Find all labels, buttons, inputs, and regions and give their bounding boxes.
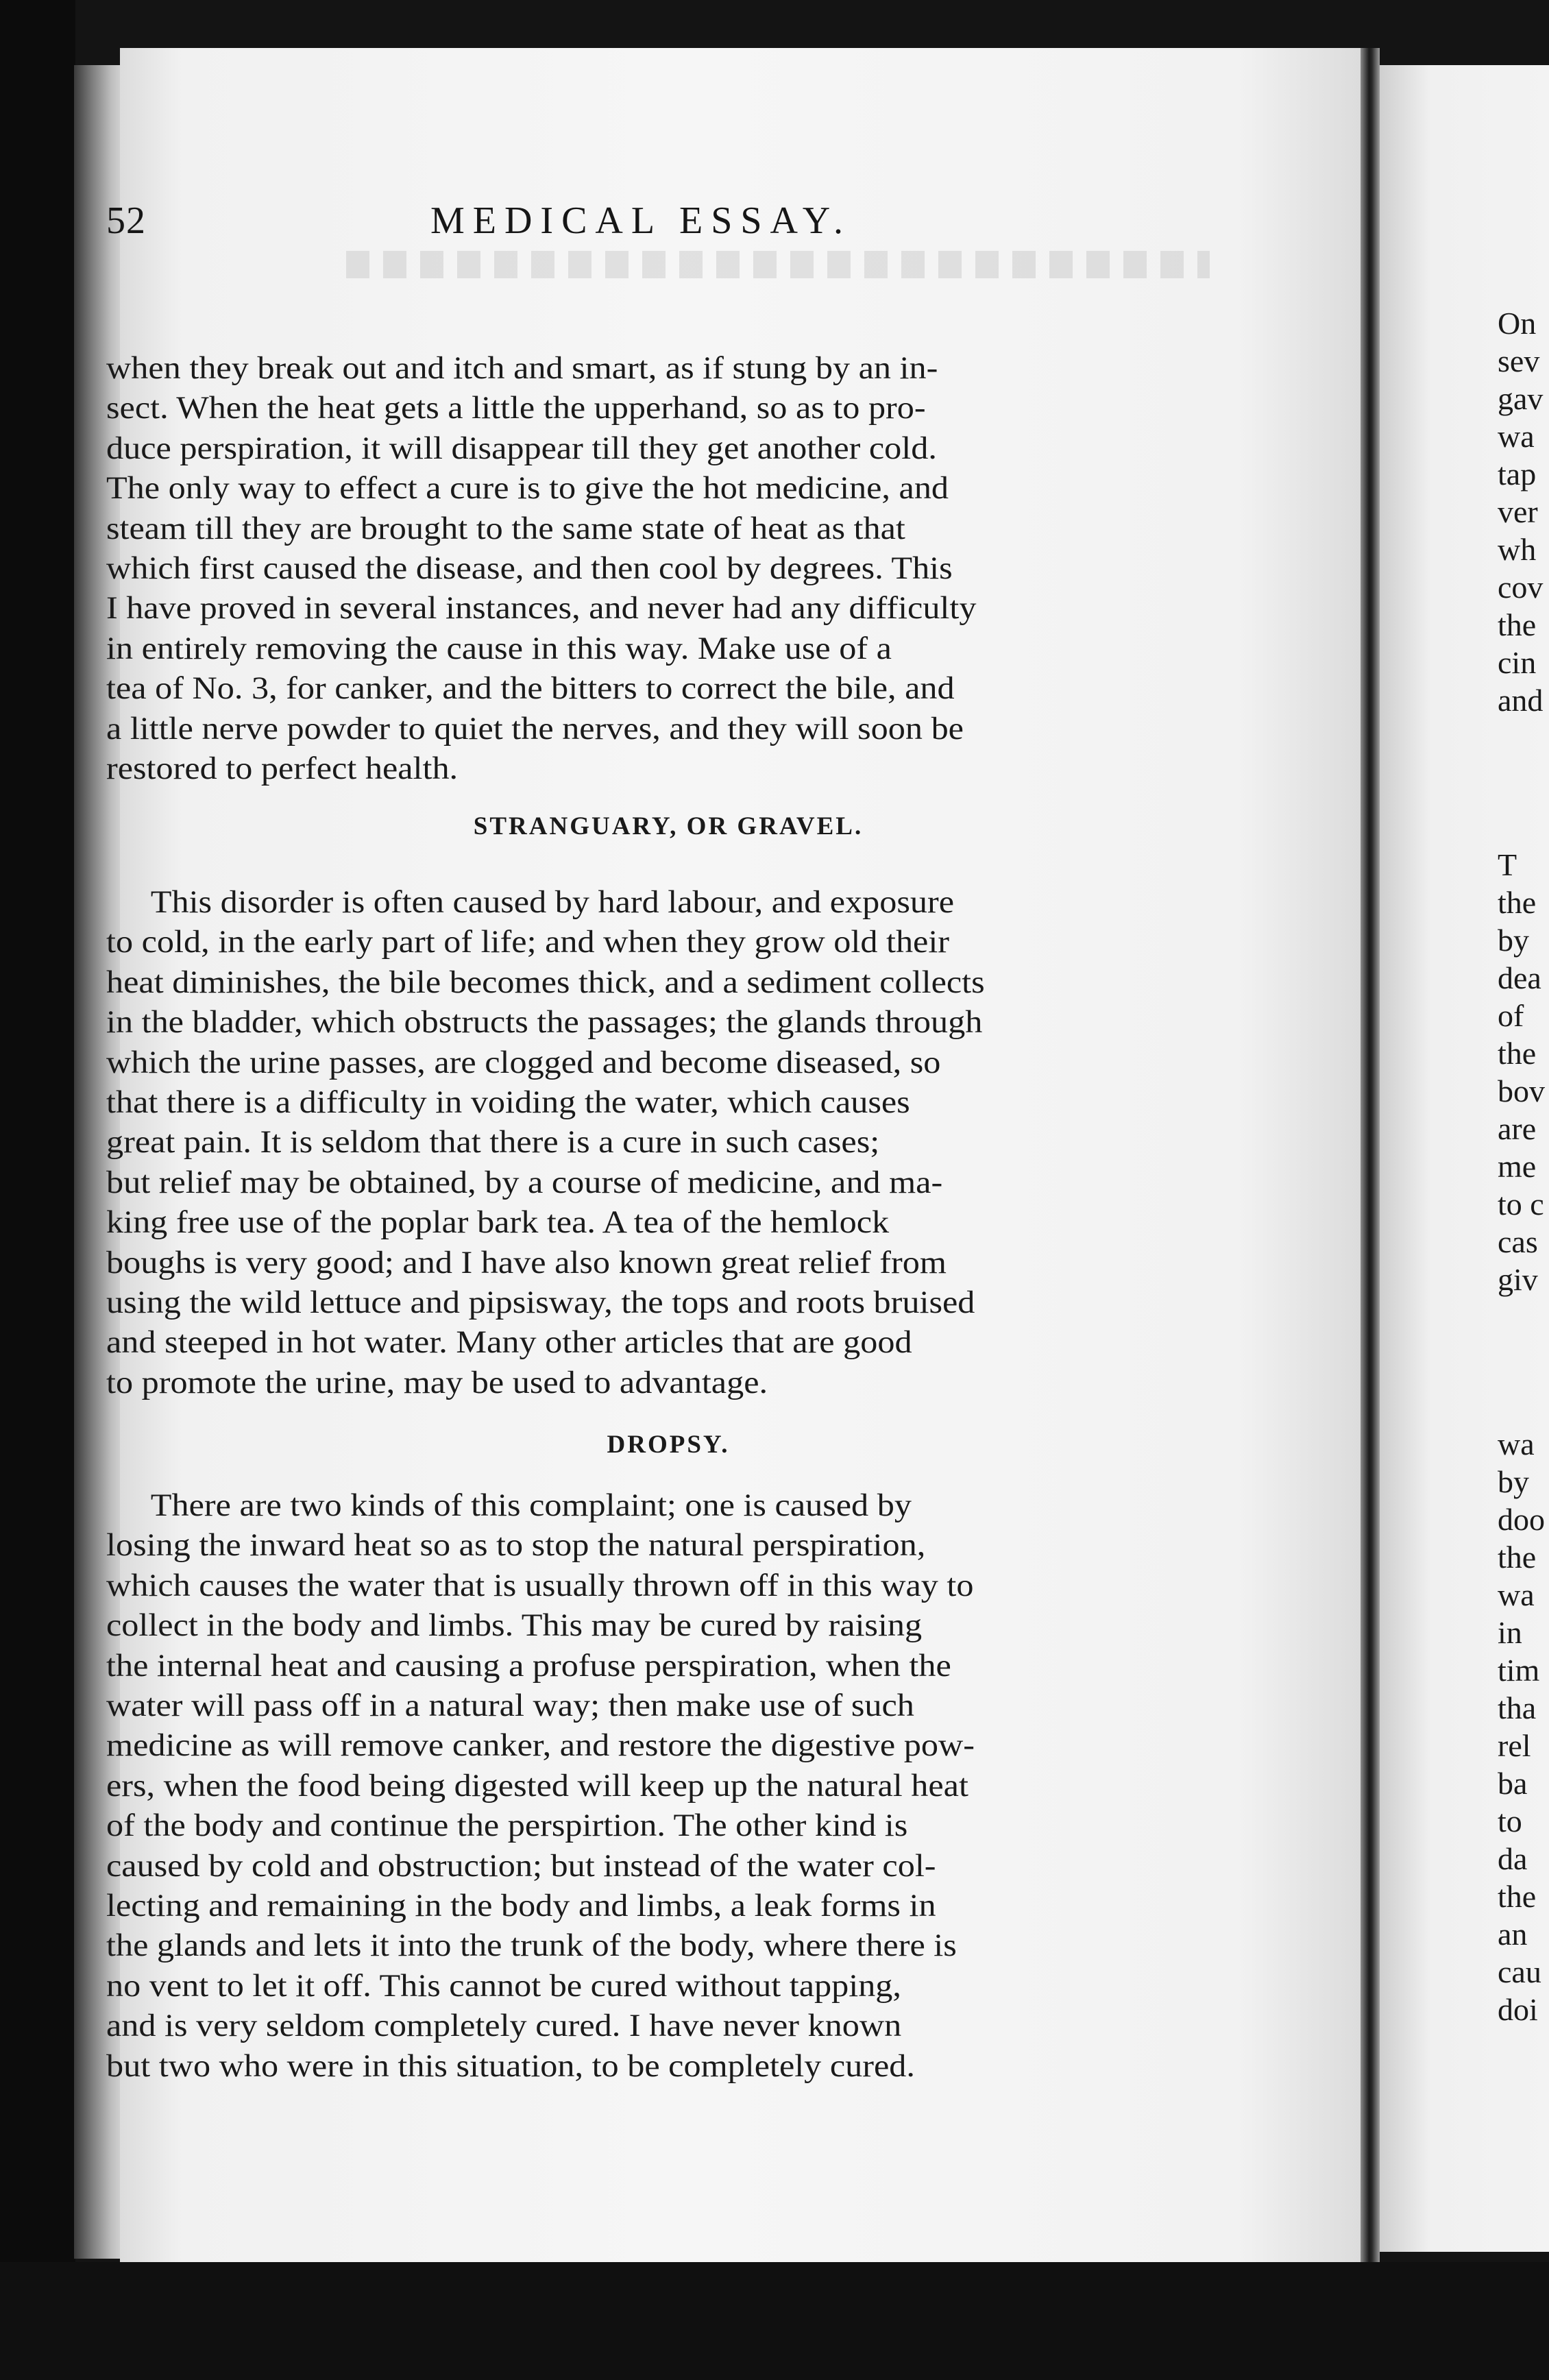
text-line: in the bladder, which obstructs the passages; the glands through bbox=[106, 1005, 983, 1041]
text-line: of the body and continue the perspirtion. The other kind is bbox=[106, 1808, 908, 1844]
text-line: collect in the body and limbs. This may be cured by raising bbox=[106, 1608, 923, 1644]
facing-page-word-fragment: of bbox=[1498, 998, 1524, 1033]
facing-page-word-fragment: me bbox=[1498, 1149, 1537, 1184]
facing-page-word-fragment: dea bbox=[1498, 960, 1541, 995]
facing-page-word-fragment: cin bbox=[1498, 645, 1537, 680]
text-line: and is very seldom completely cured. I have never known bbox=[106, 2008, 902, 2044]
facing-page-word-fragment: tim bbox=[1498, 1653, 1540, 1688]
facing-page-word-fragment: wa bbox=[1498, 1577, 1535, 1612]
section-heading-stranguary: STRANGUARY, OR GRAVEL. bbox=[473, 812, 864, 840]
text-line: a little nerve powder to quiet the nerves, and they will soon be bbox=[106, 711, 964, 746]
film-edge bbox=[0, 0, 75, 2380]
text-line: caused by cold and obstruction; but instead of the water col- bbox=[106, 1848, 936, 1884]
text-line: but relief may be obtained, by a course of medicine, and ma- bbox=[106, 1165, 943, 1200]
facing-page-word-fragment: the bbox=[1498, 1540, 1537, 1575]
facing-page-word-fragment: an bbox=[1498, 1917, 1528, 1952]
facing-page-word-fragment: tap bbox=[1498, 457, 1537, 491]
facing-page-word-fragment: On bbox=[1498, 306, 1537, 341]
facing-page-word-fragment: the bbox=[1498, 607, 1537, 642]
text-line: tea of No. 3, for canker, and the bitters to correct the bile, and bbox=[106, 671, 955, 707]
text-line: lecting and remaining in the body and limbs, a leak forms in bbox=[106, 1889, 936, 1924]
facing-page-word-fragment: da bbox=[1498, 1841, 1528, 1876]
text-line: heat diminishes, the bile becomes thick, and a sediment collects bbox=[106, 964, 985, 1000]
page-gutter bbox=[1361, 48, 1380, 2269]
facing-page-word-fragment: bov bbox=[1498, 1073, 1545, 1108]
facing-page-word-fragment: wa bbox=[1498, 1426, 1535, 1461]
stranguary-paragraph bbox=[106, 883, 1203, 1403]
text-line: the internal heat and causing a profuse perspiration, when the bbox=[106, 1648, 951, 1684]
facing-page-word-fragment: the bbox=[1498, 885, 1537, 920]
text-line: when they break out and itch and smart, as if stung by an in- bbox=[106, 351, 938, 386]
facing-page-word-fragment: to c bbox=[1498, 1187, 1544, 1222]
text-line: but two who were in this situation, to be completely cured. bbox=[106, 2048, 915, 2084]
text-line: to promote the urine, may be used to advantage. bbox=[106, 1365, 768, 1400]
text-line: the glands and lets it into the trunk of the body, where there is bbox=[106, 1928, 957, 1964]
running-title: MEDICAL ESSAY. bbox=[430, 199, 852, 242]
text-line: losing the inward heat so as to stop the natural perspiration, bbox=[106, 1528, 926, 1564]
text-line: which causes the water that is usually thrown off in this way to bbox=[106, 1568, 974, 1603]
facing-page-word-fragment: doo bbox=[1498, 1502, 1545, 1537]
text-line: and steeped in hot water. Many other articles that are good bbox=[106, 1325, 912, 1361]
facing-page-word-fragment: gav bbox=[1498, 381, 1544, 416]
text-line: This disorder is often caused by hard labour, and exposure bbox=[150, 885, 955, 920]
facing-page-word-fragment: ba bbox=[1498, 1766, 1528, 1801]
facing-page-word-fragment: sev bbox=[1498, 343, 1540, 378]
facing-page-word-fragment: rel bbox=[1498, 1728, 1531, 1763]
text-line: sect. When the heat gets a little the upperhand, so as to pro- bbox=[106, 391, 926, 426]
dropsy-paragraph bbox=[106, 1486, 1203, 2087]
facing-page-word-fragment: by bbox=[1498, 1464, 1529, 1499]
facing-page-word-fragment: doi bbox=[1498, 1992, 1538, 2027]
facing-page-word-fragment: and bbox=[1498, 683, 1544, 718]
facing-page-word-fragment: cau bbox=[1498, 1954, 1541, 1989]
facing-page-word-fragment: ver bbox=[1498, 494, 1538, 529]
facing-page-word-fragment: to bbox=[1498, 1804, 1522, 1838]
text-line: water will pass off in a natural way; then make use of such bbox=[106, 1688, 914, 1724]
facing-page-word-fragment: are bbox=[1498, 1111, 1537, 1146]
text-line: restored to perfect health. bbox=[106, 751, 459, 787]
text-line: I have proved in several instances, and never had any difficulty bbox=[106, 591, 977, 627]
text-line: no vent to let it off. This cannot be cured without tapping, bbox=[106, 1968, 901, 2004]
text-line: great pain. It is seldom that there is a cure in such cases; bbox=[106, 1125, 880, 1161]
section-heading-dropsy: DROPSY. bbox=[607, 1431, 730, 1459]
facing-page-word-fragment: wh bbox=[1498, 532, 1537, 567]
page-header bbox=[106, 199, 1203, 260]
facing-page-word-fragment: in bbox=[1498, 1615, 1522, 1650]
intro-paragraph bbox=[106, 349, 1203, 789]
facing-page-word-fragment: the bbox=[1498, 1879, 1537, 1914]
text-line: ers, when the food being digested will keep up the natural heat bbox=[106, 1768, 968, 1804]
facing-page-word-fragment: cov bbox=[1498, 570, 1544, 605]
text-line: using the wild lettuce and pipsisway, the tops and roots bruised bbox=[106, 1285, 975, 1321]
scan-bottom-border bbox=[0, 2262, 1549, 2380]
facing-page-word-fragment: by bbox=[1498, 923, 1529, 958]
facing-page-word-fragment: T bbox=[1498, 847, 1517, 882]
text-line: king free use of the poplar bark tea. A tea of the hemlock bbox=[106, 1205, 890, 1241]
text-line: duce perspiration, it will disappear till they get another cold. bbox=[106, 430, 937, 466]
text-line: in entirely removing the cause in this way. Make use of a bbox=[106, 631, 892, 666]
text-line: medicine as will remove canker, and restore the digestive pow- bbox=[106, 1728, 975, 1764]
text-line: steam till they are brought to the same state of heat as that bbox=[106, 511, 905, 546]
text-line: There are two kinds of this complaint; one is caused by bbox=[150, 1488, 912, 1523]
facing-page bbox=[1380, 65, 1549, 2252]
facing-page-word-fragment: giv bbox=[1498, 1262, 1538, 1297]
facing-page-word-fragment: wa bbox=[1498, 419, 1535, 454]
page-number: 52 bbox=[106, 199, 146, 242]
text-line: boughs is very good; and I have also known great relief from bbox=[106, 1245, 947, 1280]
facing-page-word-fragment: tha bbox=[1498, 1690, 1537, 1725]
text-line: which first caused the disease, and then cool by degrees. This bbox=[106, 551, 953, 587]
facing-page-word-fragment: cas bbox=[1498, 1224, 1538, 1259]
text-line: which the urine passes, are clogged and become diseased, so bbox=[106, 1045, 941, 1080]
text-line: The only way to effect a cure is to give the hot medicine, and bbox=[106, 471, 949, 507]
facing-page-word-fragment: the bbox=[1498, 1036, 1537, 1071]
text-line: that there is a difficulty in voiding the water, which causes bbox=[106, 1085, 910, 1121]
text-line: to cold, in the early part of life; and when they grow old their bbox=[106, 925, 950, 960]
